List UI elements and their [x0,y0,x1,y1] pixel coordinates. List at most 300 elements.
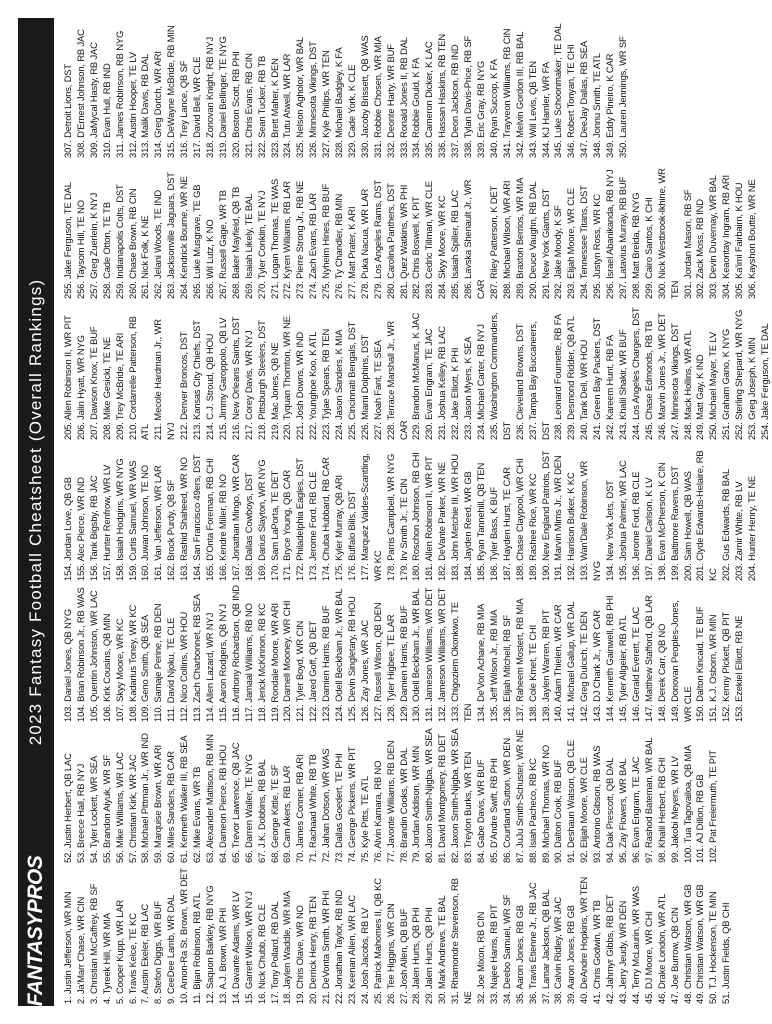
player-rank-line: 324. Tutu Atwell, WR LAR [281,53,293,158]
player-rank-line: 268. Baker Mayfield, QB TB [229,186,241,299]
player-rank-line: 218. Pittsburgh Steelers, DST [255,320,267,440]
player-rank-line: 143. DJ Chark Jr., WR CAR [591,610,603,722]
player-rank-line: 210. Cordarrelle Patterson, RB [126,316,138,440]
header-banner [18,18,54,1006]
player-rank-line: 188. Chase Claypool, WR CHI [513,458,525,581]
player-rank-line: 283. Cedric Tillman, WR CLE [423,181,435,299]
player-rank-line: 123. Damien Harris, RB BUF [320,605,332,722]
player-rank-line: 161. Van Jefferson, WR LAR [152,465,164,581]
rankings-columns [62,18,770,1006]
player-rank-line: 148. Derek Carr, QB NO [655,623,667,722]
player-rank-line: 327. Kyle Philips, WR TEN [320,50,332,158]
player-rank-line: 197. Daniel Carlson, K LV [642,477,654,581]
player-rank-line: 40. DeAndre Hopkins, WR TEN [578,876,590,1004]
player-rank-line: 130. Odell Beckham Jr., WR BAL [410,588,422,722]
player-rank-line: 177. Marquez Valdes-Scantling, [358,453,370,581]
player-rank-line: 45. DJ Moore, WR CHI [642,911,654,1004]
player-rank-line: 178. Parris Campbell, WR NYG [384,453,396,581]
player-rank-line: ATL [139,423,151,440]
player-rank-line: 252. Sterling Shepard, WR NYG [733,309,745,440]
player-rank-line: 240. Tank Dell, WR HOU [578,339,590,440]
player-rank-line: 325. Nelson Agholor, WR BAL [294,36,306,158]
player-rank-line: 145. Tyler Allgeier, RB ATL [616,615,628,722]
player-rank-line: 68. George Kittle, TE SF [268,764,280,863]
player-rank-line: 129. Damien Harris, RB BUF [397,605,409,722]
player-rank-line: 103. Daniel Jones, QB NYG [62,609,73,722]
player-rank-line: 261. Nick Folk, K NE [139,215,151,299]
player-rank-line: 335. Cameron Dicker, K LAC [423,41,435,158]
player-rank-line: 329. Cade York, K CLE [345,64,357,158]
player-rank-line: 74. George Pickens, WR PIT [345,746,357,863]
player-rank-line: 102. Pat Freiermuth, TE PIT [707,749,719,863]
player-rank-line: 111. David Njoku, TE CLE [165,617,177,722]
player-rank-line: 225. Cincinnati Bengals, DST [345,321,357,440]
player-rank-line: 219. Mac Jones, QB NE [268,342,280,440]
player-rank-line: 41. Chris Godwin, WR TB [591,900,603,1004]
player-rank-line: 217. Corey Davis, WR NYJ [242,330,254,440]
player-rank-line: 95. Zay Flowers, WR BAL [616,758,628,863]
rankings-column-7 [62,19,750,160]
player-rank-line: 237. Tampa Bay Buccaneers, [526,321,538,440]
player-rank-line: 22. Jonathan Taylor, RB IND [333,889,345,1004]
player-rank-line: 331. Robbie Chosen, WR MIA [371,36,383,158]
player-rank-line: 346. Robert Tonyan, TE CHI [565,44,577,158]
player-rank-line: 344. KJ Hamler, WR FA [539,62,551,158]
player-rank-line: 126. Zay Jones, WR JAC [358,620,370,722]
player-rank-line: 8. Stefon Diggs, WR BUF [152,901,164,1004]
player-rank-line: 175. Kyler Murray, QB ARI [333,474,345,581]
player-rank-line: 89. Michael Thomas, WR NO [539,745,551,863]
player-rank-line: 154. Jordan Love, QB GB [62,477,73,581]
player-rank-line: 305. Ka'imi Fairbairn, K HOU [733,182,745,299]
player-rank-line: 98. Khalil Herbert, RB CHI [655,757,667,863]
player-rank-line: 85. D'Andre Swift, RB PHI [487,758,499,863]
player-rank-line: 7. Austin Ekeler, RB LAC [139,903,151,1004]
player-rank-line: 221. Josh Downs, WR IND [294,331,306,440]
player-rank-line: 232. Jake Elliott, K PHI [449,347,461,440]
player-rank-line: 203. Zamir White, RB LV [733,481,745,581]
player-rank-line: 1. Justin Jefferson, WR MIN [62,891,73,1004]
player-rank-line: 313. Malik Davis, RB DAL [139,53,151,158]
player-rank-line: 61. Kenneth Walker III, RB SEA [178,735,190,863]
player-rank-line: 86. Courtland Sutton, WR DEN [500,737,512,863]
player-rank-line: TEN [668,280,680,299]
player-rank-line: 193. Wan'Dale Robinson, WR [578,461,590,581]
player-rank-line: 330. Jacoby Brissett, QB WAS [358,35,370,158]
player-rank-line: 212. Denver Broncos, DST [178,331,190,440]
player-rank-line: 29. Jalen Hurts, QB PHI [423,907,435,1004]
player-rank-line: 27. Josh Allen, QB BUF [397,908,409,1004]
player-rank-line: 242. Kareem Hunt, RB FA [604,335,616,440]
player-rank-line: 135. Jeff Wilson Jr., RB MIA [487,609,499,722]
player-rank-line: 262. Jelani Woods, TE IND [152,190,164,299]
player-rank-line: 13. A.J. Brown, WR PHI [216,907,228,1004]
player-rank-line: 200. Sam Howell, QB WAS [681,471,693,581]
player-rank-line: 214. C.J. Stroud, QB HOU [203,333,215,440]
player-rank-line: 173. Jerome Ford, RB CLE [307,471,319,581]
player-rank-line: 269. Isaiah Likely, TE BAL [242,193,254,299]
player-rank-line: 321. Chris Evans, RB CIN [242,53,254,158]
player-rank-line: 158. Isaiah Hodgins, WR NYG [113,458,125,581]
player-rank-line: 289. Braxton Berrios, WR MIA [513,177,525,299]
rankings-column-5 [62,301,770,442]
player-rank-line: 127. Russell Wilson, QB DEN [371,602,383,722]
player-rank-line: 157. Hunter Renfrow, WR LV [100,464,112,581]
player-rank-line: 38. Calvin Ridley, WR JAC [552,896,564,1004]
player-rank-line: 160. Juwan Johnson, TE NO [139,465,151,581]
player-rank-line: 301. Jordan Mason, RB SF [681,189,693,299]
player-rank-line: 94. Dak Prescott, QB DAL [604,757,616,863]
player-rank-line: 30. Mark Andrews, TE BAL [436,895,448,1004]
rankings-column-6 [62,160,758,301]
player-rank-line: 171. Bryce Young, QB CAR [281,469,293,581]
player-rank-line: 265. Luke Musgrave, TE GB [191,184,203,299]
player-rank-line: 248. Mack Hollins, WR ATL [681,330,693,440]
player-rank-line: 172. Philadelphia Eagles, DST [294,458,306,581]
player-rank-line: 137. Raheem Mostert, RB MIA [513,598,525,722]
player-rank-line: 196. Jerome Ford, RB CLE [629,471,641,581]
player-rank-line: 113. Zach Charbonnet, RB SEA [191,594,203,722]
player-rank-line: 179. Irv Smith Jr., TE CIN [397,478,409,581]
player-rank-line: 152. Kenny Pickett, QB PIT [720,611,732,722]
player-rank-line: 56. Mike Williams, WR LAC [113,752,125,863]
player-rank-line: 231. Joshua Kelley, RB LAC [436,326,448,440]
player-rank-line: 170. Sam LaPorta, TE DET [268,470,280,581]
player-rank-line: 304. Keaontay Ingram, RB ARI [720,175,732,299]
player-rank-line: 241. Green Bay Packers, DST [591,317,603,440]
player-rank-line: 20. Derrick Henry, RB TEN [307,896,319,1004]
player-rank-line: 201. Clyde Edwards-Helaire, RB [694,450,706,581]
player-rank-line: 52. Justin Herbert, QB LAC [62,753,73,863]
player-rank-line: 320. Boston Scott, RB PHI [229,51,241,158]
player-rank-line: 326. Minnesota Vikings, DST [307,41,319,158]
player-rank-line: 70. James Conner, RB ARI [294,754,306,863]
player-rank-line: 266. Wil Lutz, K NO [203,219,215,299]
player-rank-line: 337. Deon Jackson, RB IND [449,44,461,158]
player-rank-line: 323. Brett Maher, K DEN [268,58,280,158]
rankings-column-4 [62,442,758,583]
player-rank-line: 54. Tyler Lockett, WR SEA [87,755,99,863]
player-rank-line: 4. Tyreek Hill, WR MIA [100,913,112,1004]
player-rank-line: 213. Kansas City Chiefs, DST [191,320,203,440]
player-rank-line: 176. Buffalo Bills, DST [345,490,357,581]
player-rank-line: 236. Cleveland Browns, DST [513,323,525,440]
player-rank-line: 31. Rhamondre Stevenson, RB [449,878,461,1004]
player-rank-line: 194. New York Jets, DST [604,480,616,581]
player-rank-line: 299. Cairo Santos, K CHI [642,197,654,299]
player-rank-line: 238. Leonard Fournette, RB FA [552,314,564,440]
player-rank-line: 263. Jacksonville Jaguars, DST [165,172,177,299]
player-rank-line: NE [462,991,474,1004]
player-rank-line: 209. Trey McBride, TE ARI [113,332,125,440]
player-rank-line: 275. Nyheim Hines, RB BUF [320,183,332,299]
player-rank-line: 229. Brandon McManus, K JAC [410,312,422,440]
player-rank-line: 104. Brian Robinson Jr., RB WAS [74,587,86,722]
player-rank-line: 244. Los Angeles Chargers, DST [629,307,641,440]
player-rank-line: 290. Deuce Vaughn, RB DAL [526,181,538,299]
player-rank-line: 99. Jakobi Meyers, WR LV [668,756,680,863]
player-rank-line: 142. Greg Dulcich, TE DEN [578,611,590,722]
player-rank-line: 105. Quentin Johnston, WR LAC [87,590,99,722]
player-rank-line: 306. Kayshon Boutte, WR NE [746,179,758,299]
player-rank-line: 15. Garrett Wilson, WR NYJ [242,891,254,1004]
player-rank-line: 25. Patrick Mahomes II, QB KC [371,878,383,1004]
player-rank-line: 205. Allen Robinson II, WR PIT [62,315,73,440]
player-rank-line: 249. Matt Gay, K IND [694,354,706,440]
player-rank-line: 298. Matt Breida, RB NYG [629,192,641,299]
sheet-title: 2023 Fantasy Football Cheatsheet (Overall Rankings) [26,278,45,746]
player-rank-line: 259. Indianapolis Colts, DST [113,184,125,299]
player-rank-line: 153. Ezekiel Elliott, RB NE [733,615,745,722]
player-rank-line: 36. Travis Etienne Jr., RB JAC [526,882,538,1004]
player-rank-line: 246. Marvin Jones Jr., WR DET [655,313,667,440]
player-rank-line: 342. Melvin Gordon III, RB BAL [513,31,525,158]
player-rank-line: 28. Jalen Hurts, QB PHI [410,907,422,1004]
player-rank-line: 17. Tony Pollard, RB DAL [268,901,280,1004]
player-rank-line: 174. Chuba Hubbard, RB CAR [320,457,332,581]
player-rank-line: 96. Evan Engram, TE JAC [629,756,641,863]
player-rank-line: 75. Kyle Pitts, TE ATL [358,775,370,863]
player-rank-line: 273. Pierre Strong Jr., RB NE [294,180,306,299]
player-rank-line: 141. Michael Gallup, WR DAL [565,601,577,722]
player-rank-line: 191. Marvin Mims Jr., WR DEN [552,455,564,581]
player-rank-line: 185. Ryan Tannehill, QB TEN [475,462,486,581]
player-rank-line: 50. T.J. Hockenson, TE MIN [707,891,719,1004]
player-rank-line: 164. San Francisco 49ers, DST [191,454,203,581]
player-rank-line: 55. Brandon Aiyuk, WR SF [100,755,112,863]
player-rank-line: 202. Gus Edwards, RB BAL [720,468,732,581]
player-rank-line: 166. Kendre Miller, RB NO [216,474,228,581]
player-rank-line: 168. Dallas Cowboys, DST [242,472,254,581]
player-rank-line: WR KC [371,550,383,581]
player-rank-line: 300. Nick Westbrook-Ikhine, WR [655,168,667,299]
player-rank-line: 184. Jayden Reed, WR GB [462,471,474,581]
player-rank-line: 278. Puka Nacua, WR LAR [358,188,370,299]
player-rank-line: 224. Jason Sanders, K MIA [333,329,345,440]
player-rank-line: 67. J.K. Dobbins, RB BAL [255,759,267,863]
player-rank-line: DST [539,421,551,440]
player-rank-line: 230. Evan Engram, TE JAC [423,328,435,440]
player-rank-line: 131. Jameson Williams, WR DET [423,587,435,722]
player-rank-line: 318. Zonovan Knight, RB NYJ [203,36,215,158]
player-rank-line: 254. Jake Ferguson, TE DAL [758,323,770,440]
player-rank-line: 345. Luke Schoonmaker, TE DAL [552,23,564,158]
player-rank-line: 255. Jake Ferguson, TE DAL [62,182,73,299]
player-rank-line: 271. Logan Thomas, TE WAS [268,178,280,299]
player-rank-line: 204. Hunter Henry, TE NE [746,476,758,581]
player-rank-line: 281. Quez Watkins, WR PHI [397,184,409,299]
player-rank-line: 9. CeeDee Lamb, WR DAL [165,894,177,1004]
player-rank-line: 183. John Metchie III, WR HOU [449,454,461,581]
player-rank-line: 81. David Montgomery, RB DET [436,733,448,863]
player-rank-line: 350. Lauren Jennings, WR SF [616,36,628,158]
player-rank-line: 134. De'Von Achane, RB MIA [475,603,486,722]
player-rank-line: 64. Dameon Pierce, RB HOU [216,744,228,863]
player-rank-line: 138. Cole Kmet, TE CHI [526,624,538,722]
player-rank-line: 16. Nick Chubb, RB CLE [255,904,267,1004]
player-rank-line: 144. Kenneth Gainwell, RB PHI [604,595,616,722]
player-rank-line: NYG [591,561,603,581]
player-rank-line: 118. Jerick McKinnon, RB KC [255,603,267,722]
player-rank-line: 128. Tyler Higbee, TE LAR [384,614,396,722]
rankings-column-2 [62,724,750,865]
player-rank-line: 270. Tyler Conklin, TE NYJ [255,190,267,299]
player-rank-line: 114. Allen Lazard, WR NYJ [203,612,215,722]
player-rank-line: CAR [475,279,486,299]
player-rank-line: 247. Minnesota Vikings, DST [668,323,680,440]
player-rank-line: 34. Deebo Samuel, WR SF [500,894,512,1004]
player-rank-line: 264. Kendrick Bourne, WR NE [178,176,190,299]
player-rank-line: 292. Jake Moody, K SF [552,205,564,299]
player-rank-line: 251. Graham Gano, K NYG [720,328,732,440]
player-rank-line: 149. Donovan Peoples-Jones, [668,600,680,722]
rankings-column-3 [62,583,750,724]
player-rank-line: 79. Jordan Addison, WR MIN [410,746,422,863]
player-rank-line: 348. Jonnu Smith, TE ATL [591,53,603,158]
player-rank-line: 222. Younghoe Koo, K ATL [307,331,319,440]
player-rank-line: 315. DeWayne McBride, RB MIN [165,25,177,158]
player-rank-line: 308. D'Ernest Johnson, RB JAC [74,29,86,158]
player-rank-line: 280. Carolina Panthers, DST [384,183,396,299]
player-rank-line: 287. Riley Patterson, K DET [487,185,499,299]
player-rank-line: 333. Ronald Jones II, RB DAL [397,37,409,158]
player-rank-line: 108. Kadarius Toney, WR KC [126,604,138,722]
player-rank-line: 82. Jaxon Smith-Njigba, WR SEA [449,728,461,863]
player-rank-line: 338. Tylan Davis-Price, RB SF [462,35,474,158]
player-rank-line: 167. Jonathan Mingo, WR CAR [229,454,241,581]
player-rank-line: 107. Skyy Moore, WR KC [113,618,125,722]
player-rank-line: 187. Hayden Hurst, TE CAR [500,467,512,581]
player-rank-line: 317. David Bell, WR CLE [191,56,203,158]
player-rank-line: 311. James Robinson, RB NYG [113,30,125,158]
player-rank-line: WR CLE [681,686,693,722]
player-rank-line: 14. Davante Adams, WR LV [229,891,241,1004]
player-rank-line: 132. Jameson Williams, WR DET [436,587,448,722]
player-rank-line: 112. Nico Collins, WR HOU [178,611,190,722]
player-rank-line: 122. Jared Goff, QB DET [307,620,319,722]
player-rank-line: 162. Brock Purdy, QB SF [165,479,177,581]
player-rank-line: 60. Miles Sanders, RB CAR [165,751,177,863]
player-rank-line: 66. Darren Waller, TE NYG [242,754,254,863]
player-rank-line: 239. Desmond Ridder, QB ATL [565,316,577,440]
player-rank-line: 47. Joe Burrow, QB CIN [668,907,680,1004]
player-rank-line: 195. Joshua Palmer, WR LAC [616,460,628,581]
player-rank-line: 76. Alvin Kamara, RB NO [371,760,383,863]
player-rank-line: 322. Sean Tucker, RB TB [255,55,267,158]
player-rank-line: 347. DeeJay Dallas, RB SEA [578,41,590,158]
player-rank-line: 267. Russell Gage, WR TB [216,190,228,299]
player-rank-line: 90. Dalton Cook, RB BUF [552,759,564,863]
player-rank-line: 276. Ty Chandler, RB MIN [333,193,345,299]
player-rank-line: 92. Elijah Moore, WR CLE [578,757,590,863]
player-rank-line: 285. Isaiah Spiller, RB LAC [449,189,461,299]
player-rank-line: 233. Jason Myers, K SEA [462,336,474,440]
player-rank-line: 80. Jaxon Smith-Njigba, WR SEA [423,728,435,863]
player-rank-line: KC [707,568,719,581]
player-rank-line: 53. Breece Hall, RB NYJ [74,763,86,863]
player-rank-line: 274. Zach Evans, RB LAR [307,193,319,299]
player-rank-line: 78. Brandin Cooks, WR DAL [397,747,409,863]
player-rank-line: 198. Evan McPherson, K CIN [655,462,667,581]
player-rank-line: 59. Marquise Brown, WR ARI [152,744,164,863]
player-rank-line: 33. Najee Harris, RB PIT [487,904,499,1004]
player-rank-line: 155. Alec Pierce, WR IND [74,477,86,581]
player-rank-line: 63. Alexander Mattison, RB MIN [203,734,215,863]
player-rank-line: 124. Odell Beckham Jr., WR BAL [333,588,345,722]
player-rank-line: 343. Will Levis, QB TEN [526,61,538,158]
player-rank-line: 21. DeVonta Smith, WR PHI [320,890,332,1004]
player-rank-line: 23. Keenan Allen, WR LAC [345,895,357,1004]
player-rank-line: 302. Zack Moss, RB IND [694,199,706,299]
fantasypros-logo: FANTASYPROS [24,855,47,1007]
player-rank-line: 5. Cooper Kupp, WR LAR [113,899,125,1004]
player-rank-line: 286. Lavska Shenault Jr., WR [462,179,474,299]
player-rank-line: 316. Trey Lance, QB SF [178,60,190,158]
player-rank-line: 260. Chase Brown, RB CIN [126,188,138,299]
player-rank-line: 349. Eddy Pineiro, K CAR [604,53,616,158]
player-rank-line: 226. Miami Dolphins, DST [358,334,370,440]
player-rank-line: 106. Kirk Cousins, QB MIN [100,613,112,722]
player-rank-line: 97. Rashod Bateman, WR BAL [642,737,654,863]
player-rank-line: 12. Saquon Barkley, RB NYG [203,885,215,1004]
player-rank-line: 32. Joe Mixon, RB CIN [475,911,486,1004]
player-rank-line: 277. Matt Prater, K ARI [345,206,357,299]
player-rank-line: 211. Mecole Hardman Jr., WR [152,319,164,440]
player-rank-line: 84. Gabe Davis, WR BUF [475,759,486,863]
player-rank-line: 216. New Orleans Saints, DST [229,316,241,440]
player-rank-line: 192. Harrison Butker, K KC [565,472,577,581]
player-rank-line: 328. Michael Badgley, K FA [333,47,345,158]
player-rank-line: 49. Christian Watson, WR GB [694,884,706,1004]
player-rank-line: 43. Jerry Jeudy, WR DEN [616,900,628,1004]
player-rank-line: 35. Aaron Jones, RB GB [513,905,525,1004]
player-rank-line: 42. Jahmyr Gibbs, RB DET [604,894,616,1004]
player-rank-line: 257. Greg Zuerlein, K NYJ [87,192,99,299]
player-rank-line: TEN [462,703,474,722]
player-rank-line: 336. Hassan Haskins, RB TEN [436,34,448,158]
player-rank-line: 243. Khalil Shakir, WR BUF [616,329,628,440]
player-rank-line: 72. Jahan Dotson, WR WAS [320,748,332,863]
player-rank-line: 156. Tank Bigsby, RB JAC [87,475,99,581]
player-rank-line: 133. Chigoziem Okonkwo, TE [449,602,461,722]
player-rank-line: 116. Anthony Richardson, QB IND [229,585,241,722]
player-rank-line: 109. Geno Smith, QB SEA [139,614,151,722]
player-rank-line: 341. Trayveon Williams, RB CIN [500,28,512,158]
player-rank-line: 186. Tyler Bass, K BUF [487,487,499,581]
player-rank-line: 312. Austin Hooper, TE LV [126,52,138,158]
player-rank-line: 139. Jaylen Warren, RB PIT [539,609,551,722]
player-rank-line: 339. Eric Gray, RB NYG [475,60,486,158]
player-rank-line: 206. Jalin Hyatt, WR NYG [74,335,86,440]
player-rank-line: 37. Lamar Jackson, QB BAL [539,889,551,1004]
player-rank-line: 83. Treylon Burks, WR TEN [462,751,474,863]
player-rank-line: 294. Tennessee Titans, DST [578,185,590,299]
player-rank-line: 87. JuJu Smith-Schuster, WR NE [513,729,525,863]
player-rank-line: 115. Aaron Rodgers, QB NYJ [216,604,228,722]
player-rank-line: 39. Aaron Jones, RB GB [565,905,577,1004]
player-rank-line: 234. Michael Carter, RB NYJ [475,324,486,440]
player-rank-line: 169. Darius Slayton, WR NYG [255,459,267,581]
player-rank-line: 340. Ryan Succop, K FA [487,59,499,158]
player-rank-line: 125. Devin Singletary, RB HOU [345,596,357,722]
player-rank-line: 310. Evan Hull, RB IND [100,63,112,158]
player-rank-line: 46. Drake London, WR ATL [655,893,667,1004]
player-rank-line: 215. Jimmy Garoppolo, QB LV [216,317,228,440]
player-rank-line: 119. Rondale Moore, WR ARI [268,603,280,722]
player-rank-line: 62. Mike Evans, WR TB [191,766,203,863]
player-rank-line: 207. Dawson Knox, TE BUF [87,326,99,440]
player-rank-line: 314. Greg Dortch, WR ARI [152,51,164,158]
